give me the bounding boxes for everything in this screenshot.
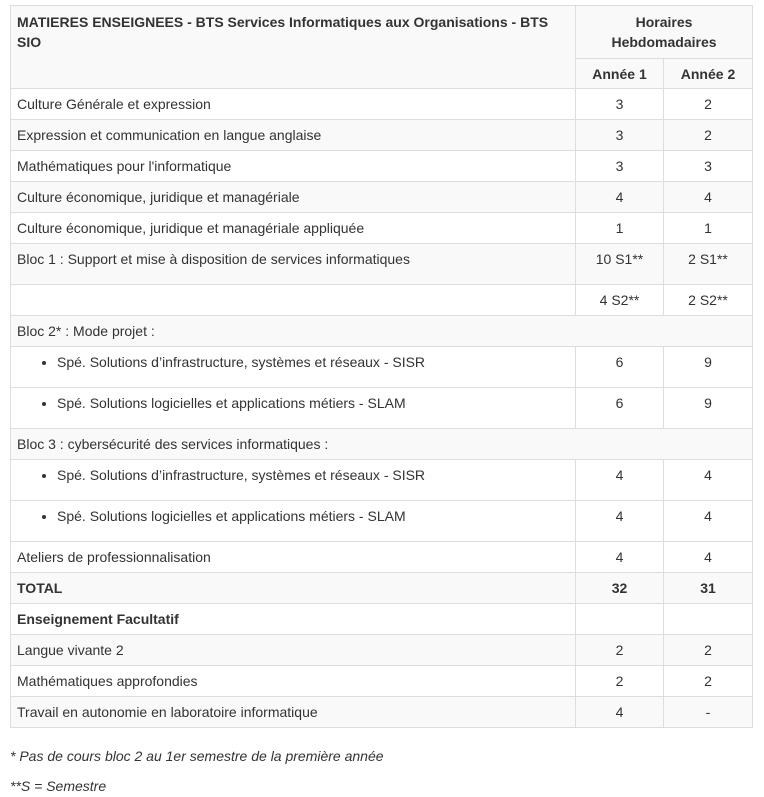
year2-hours xyxy=(664,604,753,635)
year2-header: Année 2 xyxy=(664,59,753,89)
optional-heading: Enseignement Facultatif xyxy=(11,604,576,635)
table-row xyxy=(11,388,753,429)
year2-hours: 4 xyxy=(664,182,753,213)
year2-hours: 2 xyxy=(664,635,753,666)
year2-hours: 9 xyxy=(664,347,753,388)
year2-hours: 2 S2** xyxy=(664,285,753,316)
subject-label: Ateliers de professionnalisation xyxy=(11,542,576,573)
list-item: • Spé. Solutions d’infrastructure, systèmes et réseaux - SISR xyxy=(57,465,569,485)
table-row xyxy=(11,604,753,635)
schedule-table-wrapper xyxy=(10,5,753,728)
year2-hours: 2 xyxy=(664,666,753,697)
table-row xyxy=(11,635,753,666)
year2-hours: 1 xyxy=(664,213,753,244)
subject-label: Travail en autonomie en laboratoire informatique xyxy=(11,697,576,728)
table-row xyxy=(11,697,753,728)
table-row xyxy=(11,460,753,501)
subject-label: Culture Générale et expression xyxy=(11,89,576,120)
schedule-table xyxy=(10,5,753,728)
year1-hours: 10 S1** xyxy=(576,244,664,285)
year1-hours: 3 xyxy=(576,89,664,120)
table-row xyxy=(11,213,753,244)
total-year1: 32 xyxy=(576,573,664,604)
year2-hours: 9 xyxy=(664,388,753,429)
weekly-hours-header: Horaires Hebdomadaires xyxy=(576,6,753,59)
table-header-row xyxy=(11,6,753,59)
year1-hours: 4 S2** xyxy=(576,285,664,316)
table-row xyxy=(11,244,753,285)
year1-hours: 4 xyxy=(576,460,664,501)
subject-label: Culture économique, juridique et managériale appliquée xyxy=(11,213,576,244)
subject-cell xyxy=(11,347,576,388)
year2-hours: 2 S1** xyxy=(664,244,753,285)
year2-hours: 4 xyxy=(664,501,753,542)
table-row xyxy=(11,316,753,347)
year1-hours xyxy=(576,604,664,635)
subject-cell xyxy=(11,501,576,542)
year1-hours: 4 xyxy=(576,697,664,728)
table-row xyxy=(11,666,753,697)
table-row xyxy=(11,501,753,542)
year1-hours: 6 xyxy=(576,388,664,429)
table-row xyxy=(11,182,753,213)
subject-label: Mathématiques approfondies xyxy=(11,666,576,697)
subject-label: Mathématiques pour l'informatique xyxy=(11,151,576,182)
subjects-header: MATIERES ENSEIGNEES - BTS Services Informatiques aux Organisations - BTS SIO xyxy=(11,6,576,89)
footnote-bloc2: * Pas de cours bloc 2 au 1er semestre de la première année xyxy=(10,748,384,764)
year1-hours: 4 xyxy=(576,542,664,573)
subject-label: Culture économique, juridique et managériale xyxy=(11,182,576,213)
year2-hours: 2 xyxy=(664,120,753,151)
list-item: • Spé. Solutions logicielles et applications métiers - SLAM xyxy=(57,393,569,413)
table-row xyxy=(11,542,753,573)
year1-hours: 3 xyxy=(576,120,664,151)
year2-hours: 2 xyxy=(664,89,753,120)
year1-hours: 2 xyxy=(576,635,664,666)
year1-hours: 2 xyxy=(576,666,664,697)
table-row xyxy=(11,89,753,120)
list-item: • Spé. Solutions d’infrastructure, systèmes et réseaux - SISR xyxy=(57,352,569,372)
total-label: TOTAL xyxy=(11,573,576,604)
table-row xyxy=(11,285,753,316)
footnote-semestre: **S = Semestre xyxy=(10,778,107,794)
block-heading: Bloc 2* : Mode projet : xyxy=(11,316,753,347)
subject-cell xyxy=(11,460,576,501)
table-row xyxy=(11,429,753,460)
year1-hours: 1 xyxy=(576,213,664,244)
subject-cell xyxy=(11,388,576,429)
year1-hours: 3 xyxy=(576,151,664,182)
table-row xyxy=(11,347,753,388)
year2-hours: 4 xyxy=(664,460,753,501)
year1-header: Année 1 xyxy=(576,59,664,89)
block-heading: Bloc 3 : cybersécurité des services informatiques : xyxy=(11,429,753,460)
year1-hours: 4 xyxy=(576,501,664,542)
year2-hours: 4 xyxy=(664,542,753,573)
subject-label: Bloc 1 : Support et mise à disposition de services informatiques xyxy=(11,244,576,285)
table-row xyxy=(11,151,753,182)
list-item: • Spé. Solutions logicielles et applications métiers - SLAM xyxy=(57,506,569,526)
year1-hours: 4 xyxy=(576,182,664,213)
subject-label: Expression et communication en langue anglaise xyxy=(11,120,576,151)
table-row xyxy=(11,120,753,151)
year2-hours: - xyxy=(664,697,753,728)
year2-hours: 3 xyxy=(664,151,753,182)
subject-label xyxy=(11,285,576,316)
year1-hours: 6 xyxy=(576,347,664,388)
total-year2: 31 xyxy=(664,573,753,604)
total-row xyxy=(11,573,753,604)
subject-label: Langue vivante 2 xyxy=(11,635,576,666)
